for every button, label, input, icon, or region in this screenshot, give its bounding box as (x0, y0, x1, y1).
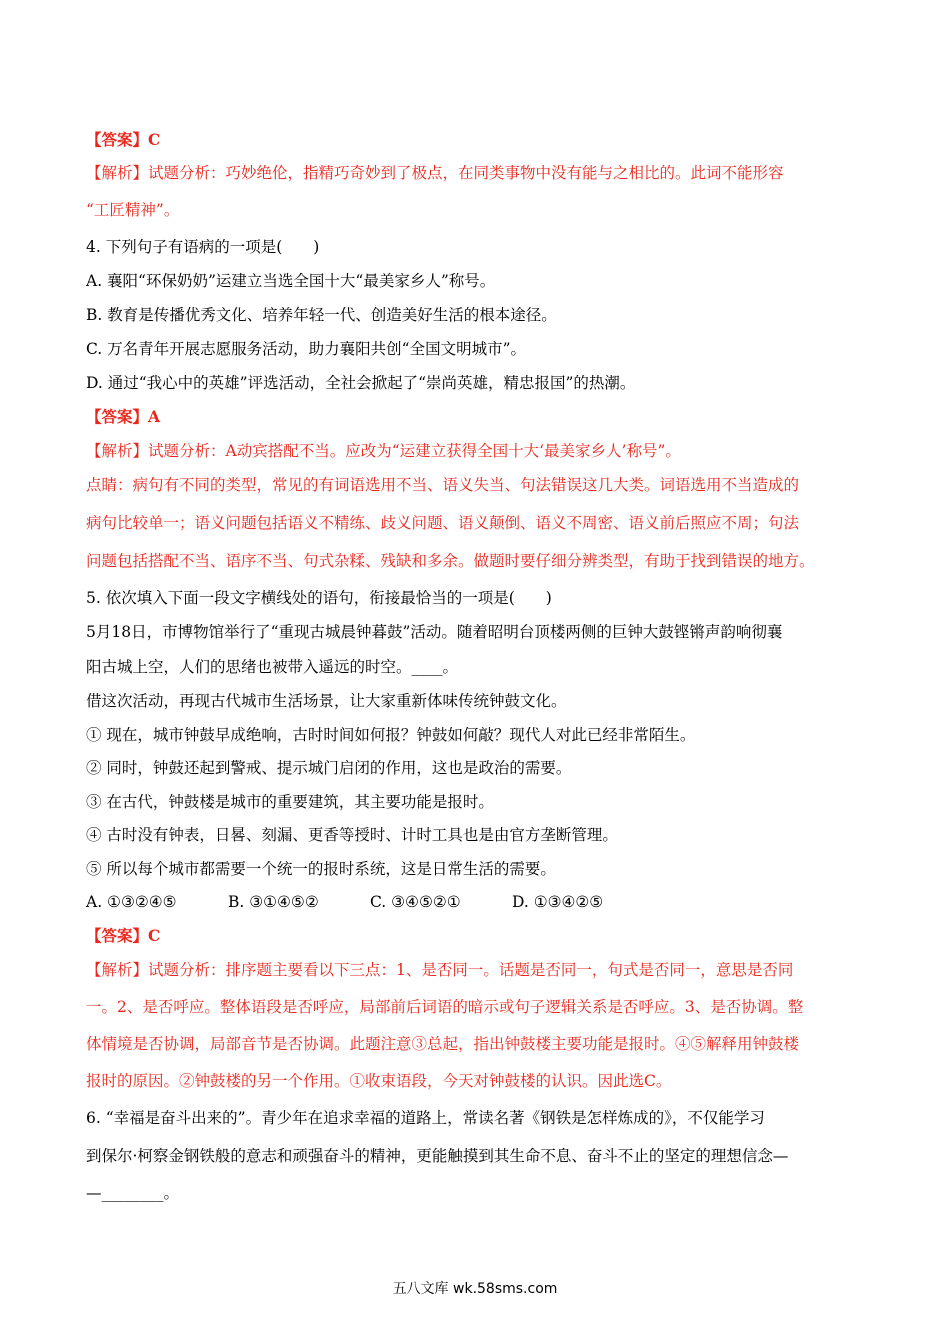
q5-stem: 5. 依次填入下面一段文字横线处的语句，衔接最恰当的一项是( ) (86, 589, 552, 607)
q5-item-3: ③ 在古代，钟鼓楼是城市的重要建筑，其主要功能是报时。 (86, 793, 494, 811)
q5-analysis-line-2: 一。2、是否呼应。整体语段是否呼应，局部前后词语的暗示或句子逻辑关系是否呼应。3、是否协调。整 (86, 998, 804, 1016)
q5-choice-b: B. ③①④⑤② (228, 893, 319, 911)
q5-item-5: ⑤ 所以每个城市都需要一个统一的报时系统，这是日常生活的需要。 (86, 860, 556, 878)
q4-tip-line-1: 点睛：病句有不同的类型，常见的有词语选用不当、语义失当、句法错误这几大类。词语选用不当造成的 (86, 476, 800, 494)
q4-analysis: 【解析】试题分析：A动宾搭配不当。应改为“运建立获得全国十大‘最美家乡人’称号”。 (86, 442, 681, 460)
q5-analysis-line-3: 体情境是否协调，局部音节是否协调。此题注意③总起，指出钟鼓楼主要功能是报时。④⑤解释用钟鼓楼 (86, 1035, 800, 1053)
q5-item-4: ④ 古时没有钟表，日晷、刻漏、更香等授时、计时工具也是由官方垄断管理。 (86, 826, 618, 844)
q5-passage-line-1: 5月18日，市博物馆举行了“重现古城晨钟暮鼓”活动。随着昭明台顶楼两侧的巨钟大鼓铿锵声韵响彻襄 (86, 623, 783, 641)
q4-option-b: B. 教育是传播优秀文化、培养年轻一代、创造美好生活的根本途径。 (86, 306, 557, 324)
q4-stem: 4. 下列句子有语病的一项是( ) (86, 238, 320, 256)
q4-tip-line-2: 病句比较单一；语义问题包括语义不精练、歧义问题、语义颠倒、语义不周密、语义前后照应不周；句法 (86, 514, 800, 532)
q5-choice-d: D. ①③④②⑤ (512, 893, 604, 911)
q5-analysis-line-4: 报时的原因。②钟鼓楼的另一个作用。①收束语段，今天对钟鼓楼的认识。因此选C。 (86, 1072, 672, 1090)
q6-stem-line-3: —________。 (86, 1184, 180, 1202)
q4-answer: 【答案】A (86, 407, 161, 426)
q5-choice-c: C. ③④⑤②① (370, 893, 461, 911)
q5-answer: 【答案】C (86, 926, 161, 945)
q5-analysis-line-1: 【解析】试题分析：排序题主要看以下三点：1、是否同一。话题是否同一，句式是否同一，意思是否同 (86, 961, 794, 979)
q3-analysis-line-2: “工匠精神”。 (86, 201, 180, 219)
q3-analysis-line-1: 【解析】试题分析：巧妙绝伦，指精巧奇妙到了极点，在同类事物中没有能与之相比的。此词不能形容 (86, 164, 784, 182)
q6-stem-line-2: 到保尔·柯察金钢铁般的意志和顽强奋斗的精神，更能触摸到其生命不息、奋斗不止的坚定的理想信念— (86, 1147, 789, 1165)
q4-tip-line-3: 问题包括搭配不当、语序不当、句式杂糅、残缺和多余。做题时要仔细分辨类型，有助于找到错误的地方。 (86, 552, 815, 570)
q4-option-c: C. 万名青年开展志愿服务活动，助力襄阳共创“全国文明城市”。 (86, 340, 527, 358)
q5-choices (86, 891, 890, 913)
page-footer: 五八文库 wk.58sms.com (392, 1281, 558, 1297)
q4-option-a: A. 襄阳“环保奶奶”运建立当选全国十大“最美家乡人”称号。 (86, 272, 496, 290)
q5-item-2: ② 同时，钟鼓还起到警戒、提示城门启闭的作用，这也是政治的需要。 (86, 759, 572, 777)
q5-choice-a: A. ①③②④⑤ (86, 893, 177, 911)
q5-passage-line-2: 阳古城上空，人们的思绪也被带入遥远的时空。____。 (86, 658, 459, 676)
q6-stem-line-1: 6. “幸福是奋斗出来的”。青少年在追求幸福的道路上，常读名著《钢铁是怎样炼成的》，不仅能学习 (86, 1109, 765, 1127)
q3-answer: 【答案】C (86, 130, 161, 149)
q4-option-d: D. 通过“我心中的英雄”评选活动，全社会掀起了“崇尚英雄，精忠报国”的热潮。 (86, 374, 636, 392)
q5-item-1: ① 现在，城市钟鼓早成绝响，古时时间如何报？钟鼓如何敲？现代人对此已经非常陌生。 (86, 726, 696, 744)
q5-passage-line-3: 借这次活动，再现古代城市生活场景，让大家重新体味传统钟鼓文化。 (86, 692, 567, 710)
